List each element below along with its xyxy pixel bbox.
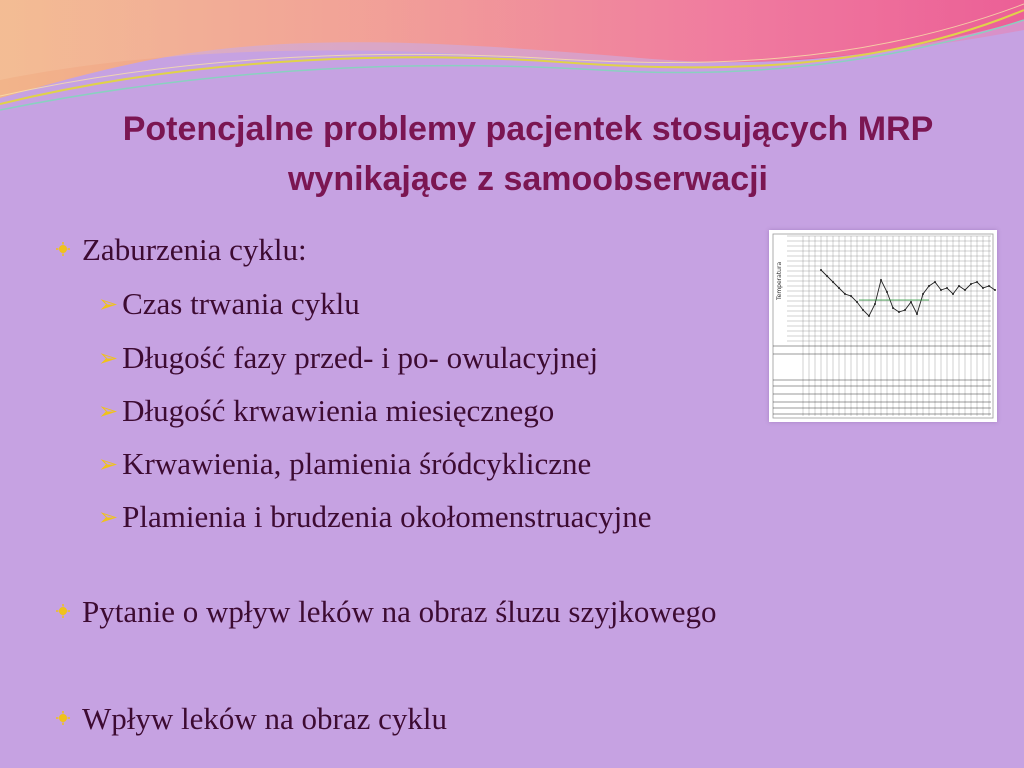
chart-point bbox=[862, 309, 864, 311]
temperature-chart-image bbox=[769, 230, 997, 422]
chart-point bbox=[820, 269, 822, 271]
chart-point bbox=[856, 301, 858, 303]
chart-point bbox=[850, 295, 852, 297]
chart-point bbox=[970, 283, 972, 285]
sub-item-2 bbox=[98, 340, 598, 376]
chart-point bbox=[880, 279, 882, 281]
chart-point bbox=[928, 285, 930, 287]
chart-point bbox=[934, 281, 936, 283]
chart-point bbox=[982, 287, 984, 289]
sun-bullet-icon bbox=[56, 604, 70, 618]
chart-point bbox=[952, 293, 954, 295]
chart-point bbox=[874, 303, 876, 305]
chart-point bbox=[904, 309, 906, 311]
sub-item-text: Czas trwania cyklu bbox=[122, 286, 360, 321]
title-line-2: wynikające z samoobserwacji bbox=[287, 160, 769, 198]
chart-point bbox=[964, 289, 966, 291]
chart-point bbox=[922, 293, 924, 295]
sub-item-3 bbox=[98, 393, 554, 429]
chart-point bbox=[940, 289, 942, 291]
chart-point bbox=[826, 275, 828, 277]
sub-item-5 bbox=[98, 499, 652, 535]
bullet-item-3 bbox=[56, 701, 447, 737]
bullet-text: Wpływ leków na obraz cyklu bbox=[82, 701, 447, 736]
bullet-item-1 bbox=[56, 232, 307, 268]
chart-point bbox=[898, 311, 900, 313]
sub-item-text: Krwawienia, plamienia śródcykliczne bbox=[122, 446, 592, 481]
chart-point bbox=[994, 289, 996, 291]
title-line-1: Potencjalne problemy pacjentek stosujących MRP bbox=[122, 110, 934, 148]
arrowhead-bullet-icon: ➢ bbox=[98, 505, 119, 531]
sub-item-text: Plamienia i brudzenia okołomenstruacyjne bbox=[122, 499, 652, 534]
arrowhead-bullet-icon: ➢ bbox=[98, 399, 119, 425]
sub-item-text: Długość krwawienia miesięcznego bbox=[122, 393, 555, 428]
bullet-text: Zaburzenia cyklu: bbox=[82, 232, 307, 267]
chart-point bbox=[988, 285, 990, 287]
chart-point bbox=[946, 287, 948, 289]
bullet-text: Pytanie o wpływ leków na obraz śluzu szyjkowego bbox=[82, 594, 717, 629]
chart-point bbox=[832, 281, 834, 283]
sun-bullet-icon bbox=[56, 711, 70, 725]
arrowhead-bullet-icon: ➢ bbox=[98, 452, 119, 478]
chart-point bbox=[976, 281, 978, 283]
sub-item-1 bbox=[98, 286, 360, 322]
sun-bullet-icon bbox=[56, 242, 70, 256]
chart-point bbox=[958, 285, 960, 287]
chart-point bbox=[844, 293, 846, 295]
chart-point bbox=[886, 291, 888, 293]
chart-point bbox=[892, 307, 894, 309]
chart-axis-label: Temperatura bbox=[776, 261, 783, 300]
bullet-item-2 bbox=[56, 594, 717, 630]
sub-item-4 bbox=[98, 446, 591, 482]
chart-point bbox=[868, 315, 870, 317]
chart-point bbox=[838, 287, 840, 289]
chart-point bbox=[910, 301, 912, 303]
chart-point bbox=[916, 313, 918, 315]
arrowhead-bullet-icon: ➢ bbox=[98, 346, 119, 372]
sub-item-text: Długość fazy przed- i po- owulacyjnej bbox=[122, 340, 599, 375]
temperature-chart-thumbnail bbox=[769, 230, 997, 422]
arrowhead-bullet-icon: ➢ bbox=[98, 292, 119, 318]
